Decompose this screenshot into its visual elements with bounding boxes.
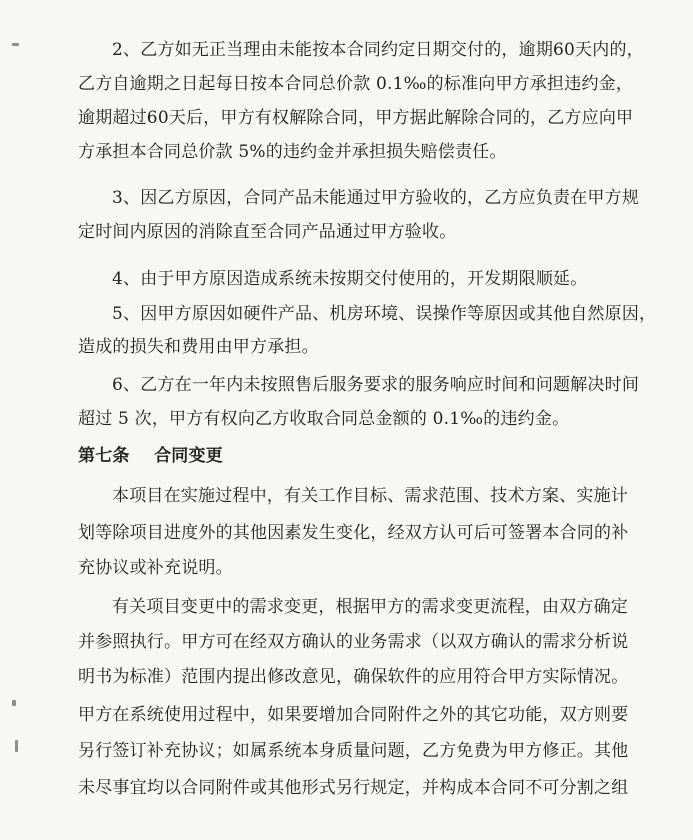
paragraph-line: 有关项目变更中的需求变更，根据甲方的需求变更流程，由双方确定 [112,597,628,617]
paragraph-line: 未尽事宜均以合同附件或其他形式另行规定，并构成本合同不可分割之组 [78,778,629,798]
paragraph-line: 划等除项目进度外的其他因素发生变化，经双方认可后可签署本合同的补 [78,523,629,543]
paragraph-line: 甲方在系统使用过程中，如果要增加合同附件之外的其它功能，双方则要 [78,705,629,725]
paragraph-line: 造成的损失和费用由甲方承担。 [78,337,319,357]
section-heading: 第七条 合同变更 [78,446,223,466]
paragraph-line: 明书为标准）范围内提出修改意见，确保软件的应用符合甲方实际情况。 [78,667,629,687]
paragraph-line: 逾期超过60天后，甲方有权解除合同，甲方据此解除合同的，乙方应向甲 [78,108,634,128]
paragraph-line: 充协议或补充说明。 [78,558,233,578]
paragraph-line: 3、因乙方原因，合同产品未能通过甲方验收的，乙方应负责在甲方规 [112,188,640,208]
paragraph-line: 2、乙方如无正当理由未能按本合同约定日期交付的，逾期60天内的， [112,40,644,60]
paragraph-line: 方承担本合同总价款 5%的违约金并承担损失赔偿责任。 [78,142,507,162]
paragraph-line: 5、因甲方原因如硬件产品、机房环境、误操作等原因或其他自然原因， [112,304,657,324]
paragraph-line: 本项目在实施过程中，有关工作目标、需求范围、技术方案、实施计 [112,486,628,506]
paragraph-line: 6、乙方在一年内未按照售后服务要求的服务响应时间和问题解决时间 [112,375,640,395]
paragraph-line: 超过 5 次，甲方有权向乙方收取合同总金额的 0.1‰的违约金。 [78,409,570,429]
paragraph-line: 4、由于甲方原因造成系统未按期交付使用的，开发期限顺延。 [112,269,588,289]
paragraph-line: 并参照执行。甲方可在经双方确认的业务需求（以双方确认的需求分析说 [78,632,629,652]
paragraph-line: 另行签订补充协议；如属系统本身质量问题，乙方免费为甲方修正。其他 [78,741,629,761]
paragraph-line: 定时间内原因的消除直至合同产品通过甲方验收。 [78,222,457,242]
paragraph-line: 乙方自逾期之日起每日按本合同总价款 0.1‰的标准向甲方承担违约金， [78,74,634,94]
